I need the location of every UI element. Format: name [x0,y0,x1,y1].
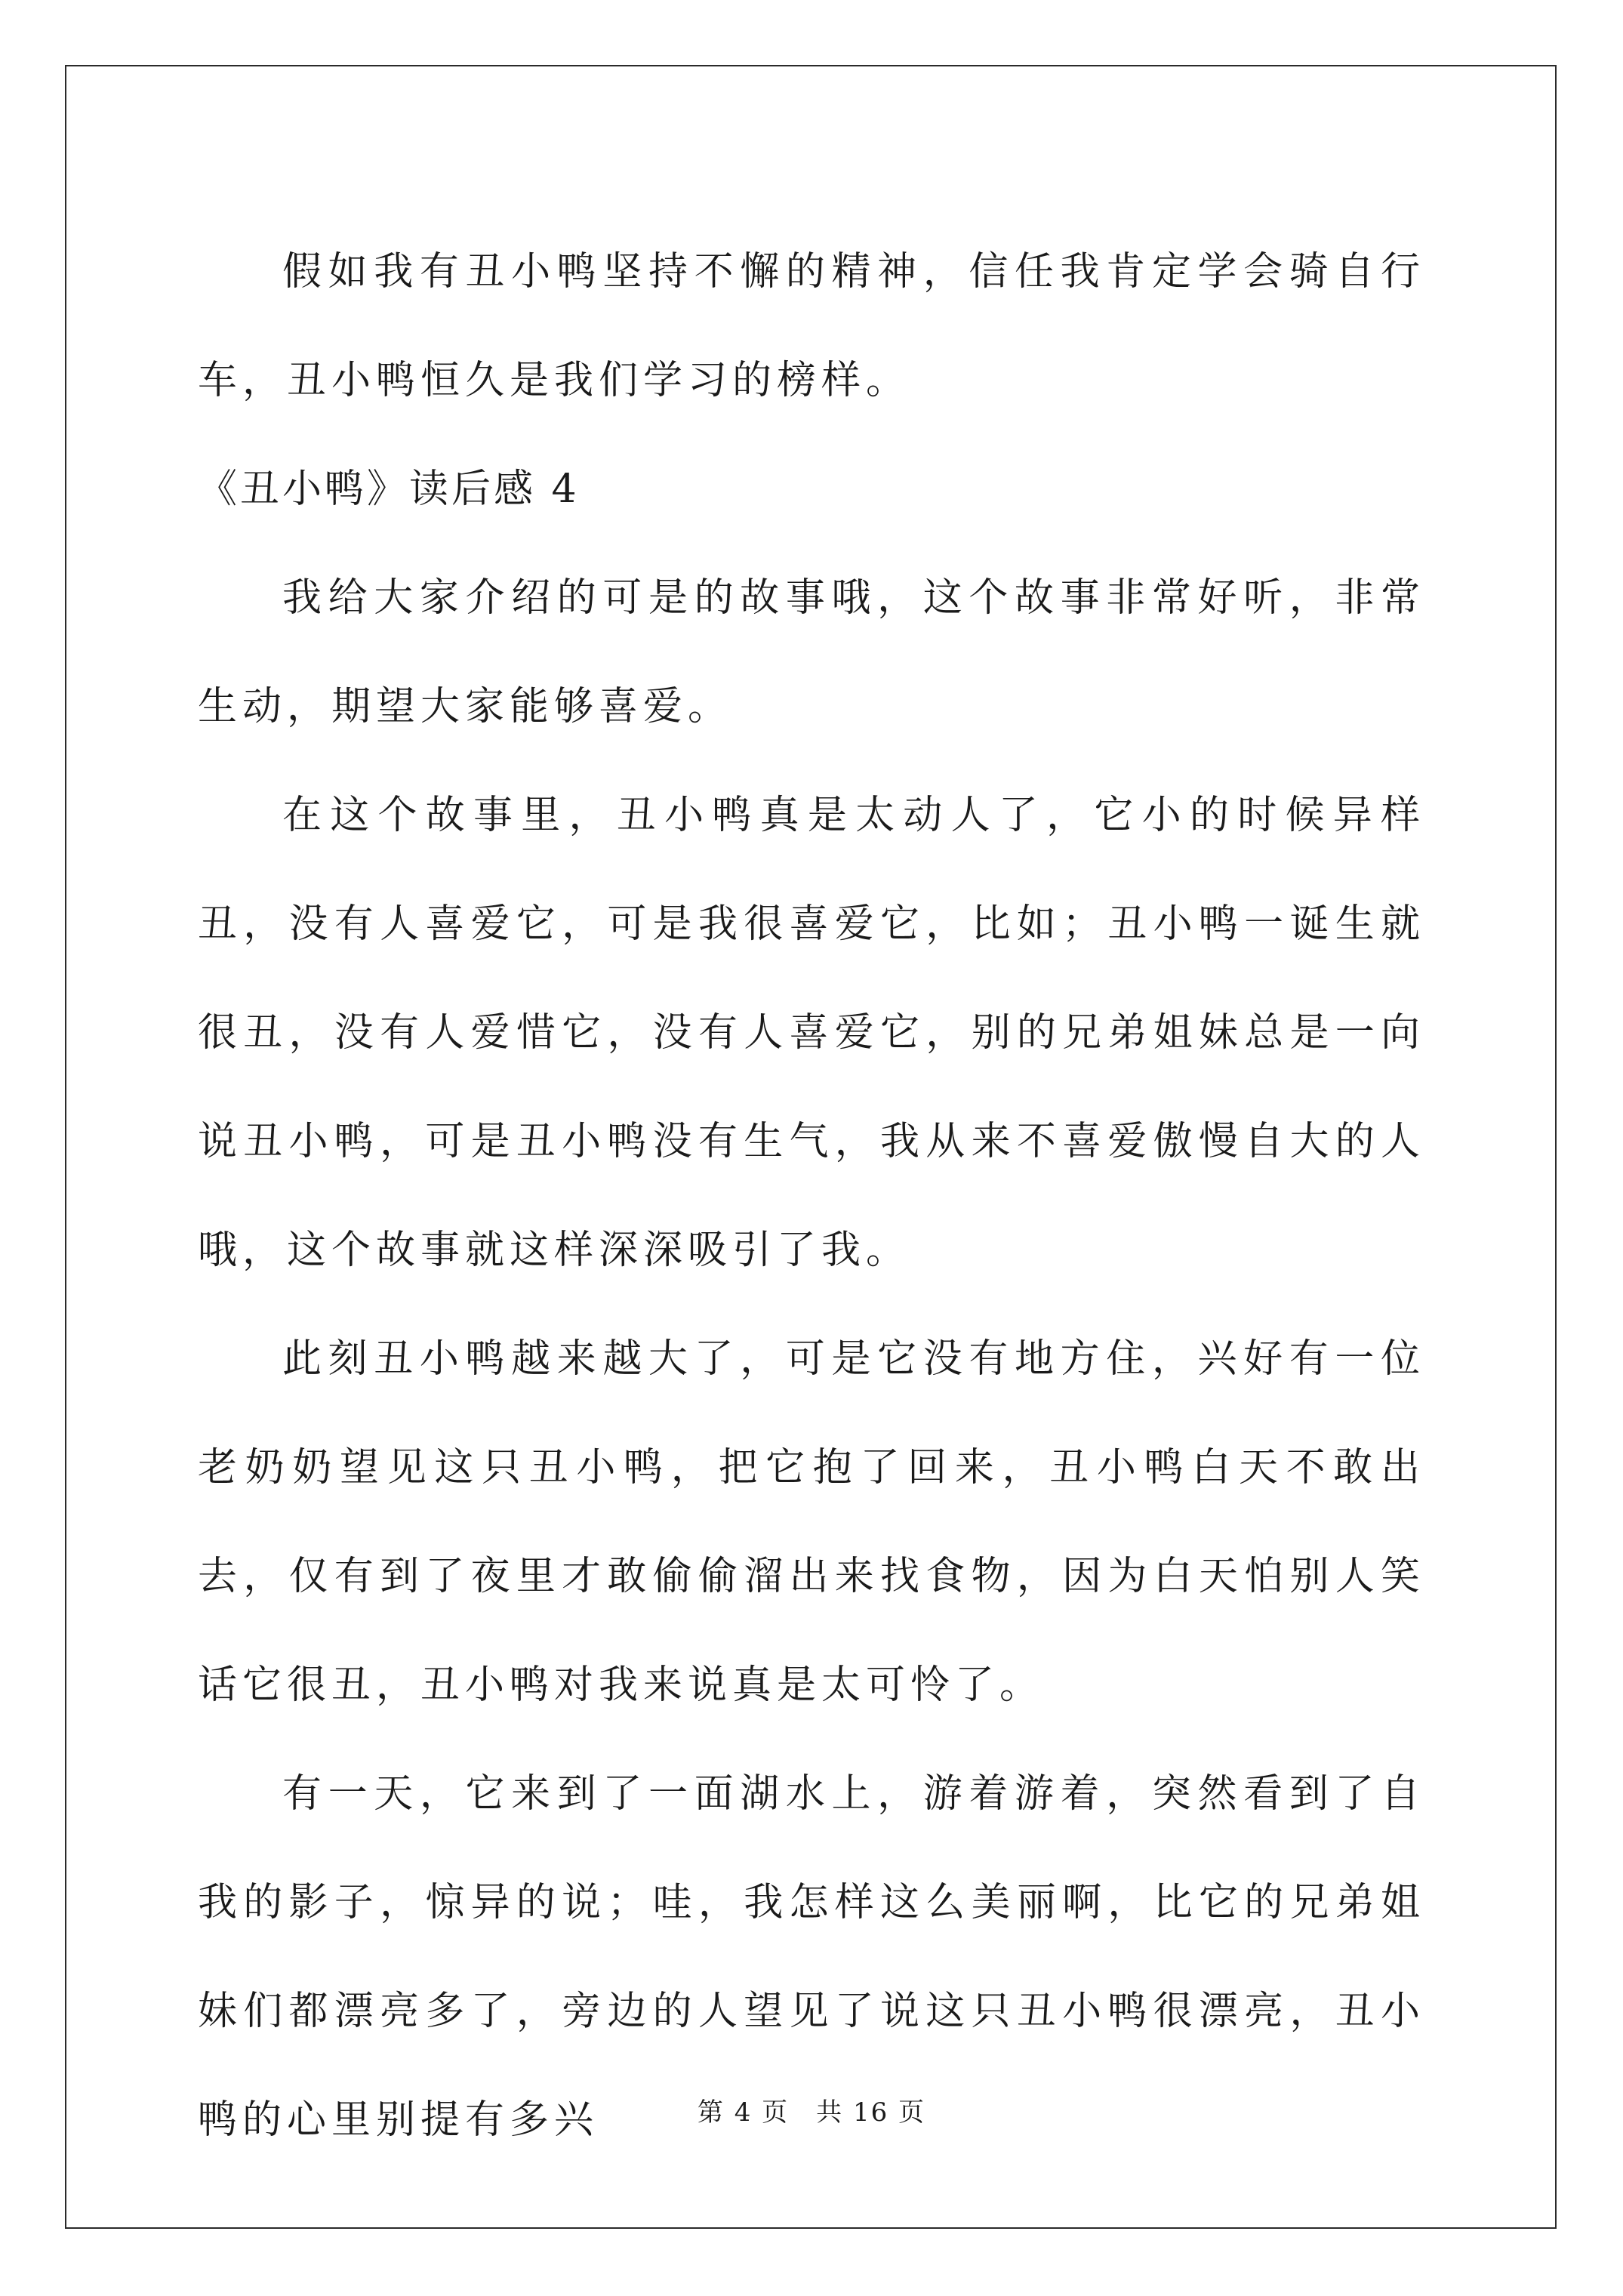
paragraph-2: 我给大家介绍的可是的故事哦，这个故事非常好听，非常生动，期望大家能够喜爱。 [198,575,1425,729]
page-number: 第 4 页 [697,2097,790,2128]
section-heading: 《丑小鸭》读后感 4 [198,467,580,512]
document-body [198,217,1425,2174]
paragraph-5: 有一天，它来到了一面湖水上，游着游着，突然看到了自我的影子，惊异的说；哇，我怎样这么美丽啊，比它的兄弟姐妹们都漂亮多了，旁边的人望见了说这只丑小鸭很漂亮，丑小鸭的心里别提有多兴 [198,1771,1425,2143]
paragraph-3: 在这个故事里，丑小鸭真是太动人了，它小的时候异样丑，没有人喜爱它，可是我很喜爱它，比如；丑小鸭一诞生就很丑，没有人爱惜它，没有人喜爱它，别的兄弟姐妹总是一向说丑小鸭，可是丑小鸭没有生气，我从来不喜爱傲慢自大的人哦，这个故事就这样深深吸引了我。 [198,793,1425,1273]
paragraph-4: 此刻丑小鸭越来越大了，可是它没有地方住，兴好有一位老奶奶望见这只丑小鸭，把它抱了回来，丑小鸭白天不敢出去，仅有到了夜里才敢偷偷溜出来找食物，因为白天怕别人笑话它很丑，丑小鸭对我来说真是太可怜了。 [198,1336,1425,1708]
page-total: 共 16 页 [816,2097,926,2128]
page-footer [0,2091,1623,2128]
paragraph-1: 假如我有丑小鸭坚持不懈的精神，信任我肯定学会骑自行车，丑小鸭恒久是我们学习的榜样。 [198,249,1425,403]
